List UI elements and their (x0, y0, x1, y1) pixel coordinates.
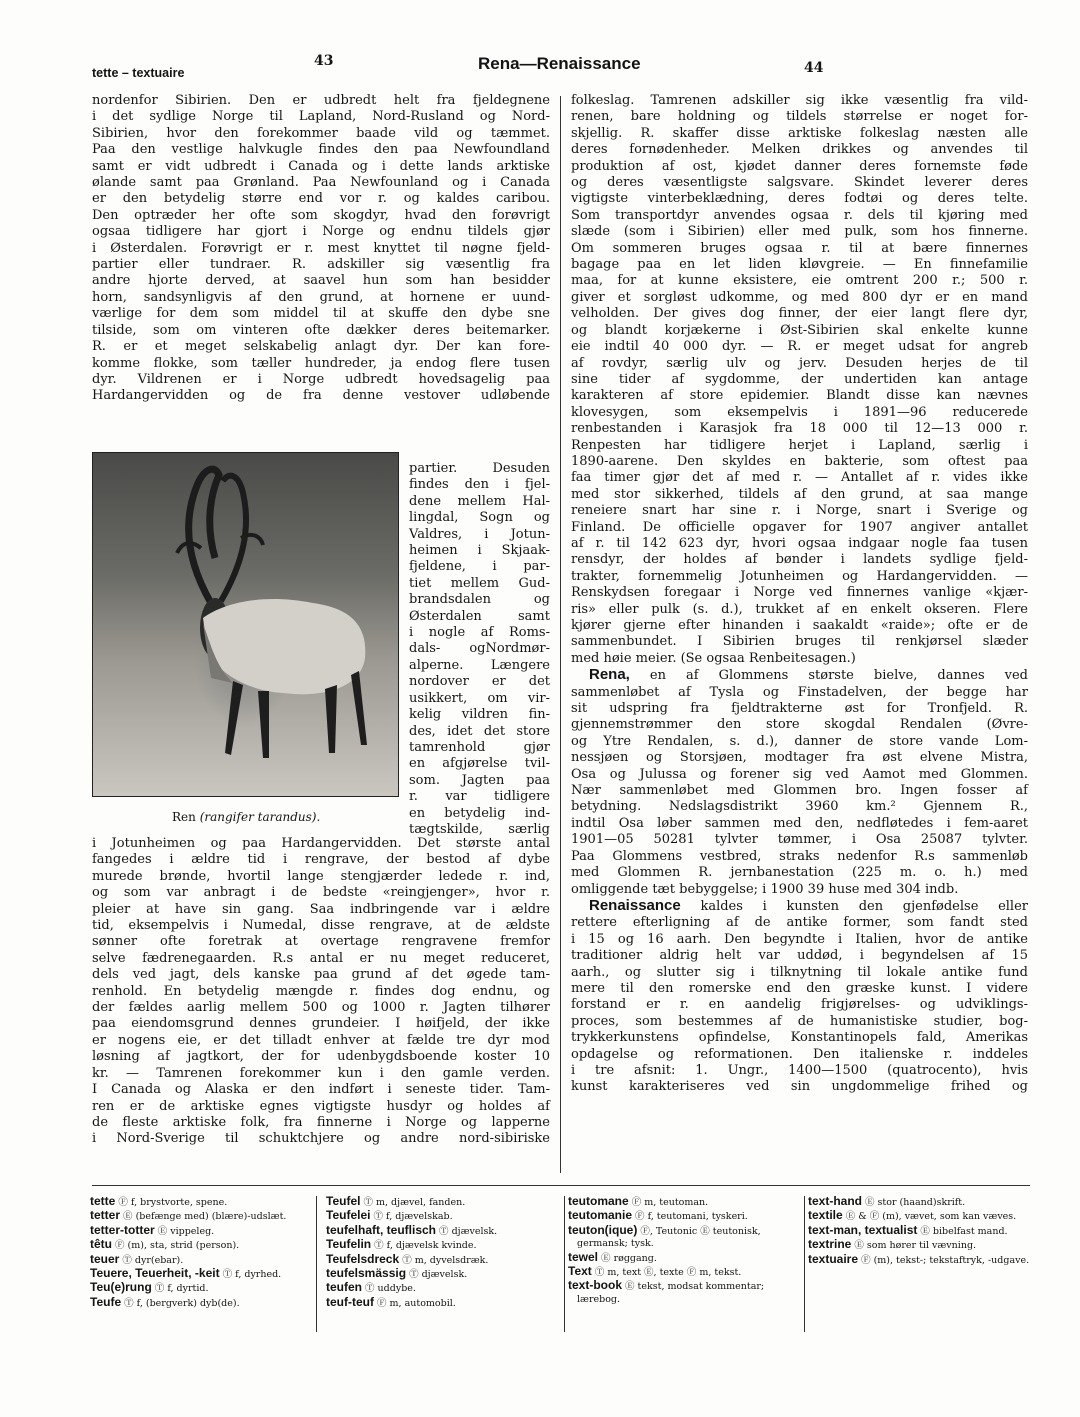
dictionary-entry (90, 1209, 308, 1223)
text-line: eie indtil 40 000 dyr. — R. er meget udsat for angreb (571, 339, 1028, 355)
text-line: i det sydlige Norge til Lapland, Nord-Rusland og Nord- (92, 109, 550, 125)
dictionary-headword: text-hand (808, 1194, 862, 1208)
text-line: produktion af ost, kjødet danner deres fornemste føde (571, 158, 1028, 174)
text-line: kunst karakteriseres ved sin ungdommelige frihed og (571, 1079, 1028, 1095)
entry-headword: Renaissance (589, 896, 681, 914)
dictionary-entry (568, 1251, 796, 1265)
text-line: i Jotunheimen og paa Hardangervidden. Det største antal (92, 836, 550, 851)
text-line (571, 667, 1028, 684)
text-line: nessjøen og Storsjøen, modtager fra øst elvene Mistra, (571, 750, 1028, 766)
dictionary-entry (568, 1209, 796, 1223)
text-line: tiet mellem Gud- (409, 575, 550, 591)
left-column-top (92, 93, 550, 405)
dictionary-definition: Ⓔ bibelfast mand. (920, 1225, 1008, 1237)
dictionary-headword: textile (808, 1208, 843, 1223)
dictionary-entry (326, 1281, 554, 1295)
text-line: og Ytre Rendalen, s. d.), danner de store vande Lom- (571, 733, 1028, 749)
text-line: løsning af jagtkort, der for udenbygdsboende koster 10 (92, 1049, 550, 1065)
dictionary-definition: Ⓔ røggang. (601, 1252, 657, 1264)
text-line: af r. til 142 623 dyr, hvori ogsaa indgaar nogle faa tusen (571, 535, 1028, 551)
text-line: er nogens eie, er det tilladt enhver at fælde tre dyr mod (92, 1032, 550, 1048)
text-line: i nogle af Roms- (409, 625, 550, 641)
text-line: gjennemstrømmer den store skogdal Rendalen (Øvre- (571, 717, 1028, 733)
dictionary-definition: Ⓕ m, automobil. (377, 1297, 456, 1309)
text-line: skjellig. R. skaffer disse arktiske folkeslag næsten alle (571, 125, 1028, 141)
text-line: findes den i fjel- (409, 477, 550, 493)
entry-headword: Rena, (589, 666, 630, 684)
text-line: opdagelse og reformationen. Den italienske r. inddeles (571, 1046, 1028, 1062)
dictionary-headword: tewel (568, 1249, 599, 1264)
dictionary-definition: Ⓕ (m), tekst-; tekstaftryk, -udgave. (861, 1254, 1030, 1266)
footer-divider (92, 1185, 1030, 1186)
dictionary-entry (90, 1224, 308, 1238)
text-line: dals- ogNordmør- (409, 641, 550, 657)
dictionary-headword: Text (568, 1264, 592, 1279)
text-line: Valdres, i Jotun- (409, 526, 550, 542)
footer-column-divider (316, 1196, 317, 1332)
dictionary-headword: teufelhaft, teuflisch (326, 1222, 437, 1237)
text-line: dene mellem Hal- (409, 493, 550, 509)
text-line: tid, eksempelvis i Numedal, disse rengrave, at de ældste (92, 918, 550, 934)
dictionary-column-1 (90, 1195, 308, 1310)
reindeer-photo (92, 452, 399, 797)
dictionary-entry (808, 1238, 1030, 1252)
page-number-left: 43 (314, 53, 334, 69)
text-line: Renpesten har tidligere herjet i Lapland, særlig i (571, 437, 1028, 453)
dictionary-headword: Teufelin (326, 1237, 372, 1252)
text-line: kjører gjerne efter hinanden i saakaldt «raide»; ofte er de (571, 618, 1028, 633)
page-number-right: 44 (804, 60, 824, 76)
text-line: komme flokke, som tæller hundreder, ja endog flere tusen (92, 355, 550, 371)
text-line: fjeldene, i par- (409, 559, 550, 575)
text-line: sammenbundet. I Sibirien bruges til renkjørsel slæder (571, 634, 1028, 650)
dictionary-headword: Teufelsdreck (326, 1251, 400, 1266)
text-line: værlige for dem som middel til at skuffe den dybe sne (92, 306, 550, 322)
text-line: sønner ofte foretrak at overtage rengravene fremfor (92, 934, 550, 950)
text-line: med stor sikkerhed, tildels af den grund, at saa mange (571, 486, 1028, 502)
dictionary-definition: Ⓕ, Teutonic Ⓔ teutonisk, germansk; tysk. (577, 1225, 761, 1250)
dictionary-headword: Teuere, Teuerheit, -keit (90, 1266, 220, 1281)
dictionary-headword: Teu(e)rung (90, 1280, 152, 1295)
text-line: i Østerdalen. Forøvrigt er r. mest knyttet til nøgne fjeld- (92, 240, 550, 256)
dictionary-entry (568, 1224, 796, 1251)
text-line: proces, som bestemmes af de humanistiske studier, bog- (571, 1013, 1028, 1029)
dictionary-entry (808, 1195, 1030, 1209)
dictionary-definition: Ⓔ tekst, modsat kommentar; lærebog. (577, 1281, 765, 1305)
dictionary-entry (568, 1265, 796, 1279)
text-line: Paa Glommens vestbred, straks nedenfor R.s sammenløb (571, 848, 1028, 864)
dictionary-definition: Ⓣ f, dyrhed. (222, 1269, 282, 1281)
dictionary-headword: Teufel (326, 1194, 361, 1208)
text-line: en afgjørelse tvil- (409, 756, 550, 772)
dictionary-entry (808, 1253, 1030, 1267)
dictionary-headword: teuf-teuf (326, 1294, 374, 1309)
text-line: Renskydsen foregaar i Norge ved finnernes vanlige «kjær- (571, 585, 1028, 601)
right-column (571, 93, 1028, 1096)
dictionary-definition: Ⓣ uddybe. (365, 1283, 416, 1295)
text-line: 1901—05 50281 tylvter tømmer, i Osa 25087 tylvter. (571, 832, 1028, 848)
dictionary-headword: tetter (90, 1208, 121, 1223)
text-line: vigtigste vinterbeklædning, deres fodtøi og deres telte. (571, 191, 1028, 207)
text-line: heimen i Skjaak- (409, 543, 550, 559)
entry-rena (571, 667, 1028, 898)
text-line: usikkert, om vir- (409, 690, 550, 706)
text-line: og blandt korjækerne i Øst-Sibirien skal enkelte kunne (571, 322, 1028, 338)
text-line: reneiere snart har sine r. i Norge, snart i Sverige og (571, 503, 1028, 519)
dictionary-entry (326, 1238, 554, 1252)
text-line: ris» eller pulk (s. d.), trukket af en enkelt okseren. Flere (571, 601, 1028, 617)
text-line: der fældes aarlig mellem 500 og 1000 r. Jagten tilhører (92, 1000, 550, 1016)
text-line: maa, for at kunne eksistere, eie omtrent 200 r.; 500 r. (571, 273, 1028, 289)
footer-column-divider (804, 1196, 805, 1332)
text-line: dels ved jagt, dels kanske paa grund af det øgede tam- (92, 967, 550, 983)
dictionary-headword: teutomanie (568, 1208, 633, 1223)
text-line: forstand er r. en aandelig frigjørelses- og udviklings- (571, 997, 1028, 1013)
dictionary-column-2 (326, 1195, 554, 1310)
dictionary-entry (568, 1279, 796, 1306)
dictionary-definition: Ⓣ f, (bergverk) dyb(de). (124, 1297, 240, 1309)
text-line: Finland. De officielle opgaver for 1907 angiver antallet (571, 519, 1028, 535)
dictionary-definition: Ⓔ som hører til vævning. (854, 1240, 977, 1252)
dictionary-entry (90, 1238, 308, 1252)
text-line: 1890-aarene. Den skyldes en bakterie, som oftest paa (571, 453, 1028, 469)
text-line: horn, sandsynligvis af den grund, at hornene er uund- (92, 289, 550, 305)
dictionary-definition: Ⓕ f, teutomani, tyskeri. (635, 1211, 748, 1223)
text-line: aarh., og slutter sig i tilknytning til lokale antike fund (571, 964, 1028, 980)
text-line: Osa og Julussa og forener sig ved Aamot med Glommen. (571, 766, 1028, 782)
text-line: mere til den romerske end den græske kunst. I videre (571, 980, 1028, 996)
text-line: nordover er det (409, 674, 550, 690)
text-line: renen, bare holdning og tildels størrelse er noget for- (571, 109, 1028, 125)
dictionary-definition: Ⓣ m, text Ⓔ, texte Ⓕ m, tekst. (594, 1267, 742, 1279)
text-line: nordenfor Sibirien. Den er udbredt helt fra fjeldegnene (92, 93, 550, 108)
text-line: Den optræder her ofte som skogdyr, hvad den forøvrigt (92, 207, 550, 223)
text-line: af rovdyr, særlig ulv og jerv. Desuden herjes de til (571, 355, 1028, 371)
text-line: karakteren af store epidemier. Blandt disse kan nævnes (571, 388, 1028, 404)
dictionary-definition: Ⓔ & Ⓕ (m), vævet, som kan væves. (845, 1211, 1017, 1223)
dictionary-entry (90, 1296, 308, 1310)
text-line: kr. — Tamrenen forekommer kun i den gamle verden. (92, 1065, 550, 1081)
text-line: alperne. Længere (409, 657, 550, 673)
dictionary-entry (326, 1224, 554, 1238)
caption-latin-name: (rangifer tarandus). (199, 810, 321, 824)
text-line: en betydelig ind- (409, 805, 550, 821)
dictionary-entry (326, 1209, 554, 1223)
text-line: andre hjorte derved, at saavel hun som han besidder (92, 273, 550, 289)
dictionary-headword: têtu (90, 1237, 112, 1252)
text-line: ogsaa tidligere har gjort i Norge og endnu tildels gjør (92, 224, 550, 240)
text-line: renbestanden i Karasjok fra 18 000 til 12—13 000 r. (571, 421, 1028, 437)
dictionary-entry (326, 1296, 554, 1310)
text-line: rettere efterligning af de antike former, som fandt sted (571, 915, 1028, 931)
text-line: selve fædrenegaarden. R.s antal er nu meget reduceret, (92, 950, 550, 966)
text-line: Som transportdyr anvendes ogsaa r. dels til kjøring med (571, 207, 1028, 223)
text-line: i tre afsnit: 1. Ungr., 1400—1500 (quatrocento), hvis (571, 1062, 1028, 1078)
text-line: R. er et meget selskabelig anlagt dyr. Der kan fore- (92, 339, 550, 355)
reindeer-illustration (93, 453, 398, 796)
text-line: sit udspring fra fjeldtrakterne øst for Tronfjeld. R. (571, 701, 1028, 717)
caption-prefix: Ren (172, 810, 196, 824)
text-line: Hardangervidden og de fra denne vestover udløbende (92, 388, 550, 404)
dictionary-headword: teuton(ique) (568, 1222, 638, 1237)
dictionary-headword: teufen (326, 1280, 362, 1295)
guide-words: tette – textuaire (92, 66, 185, 80)
dictionary-headword: teufelsmässig (326, 1266, 407, 1281)
text-line: des, idet det store (409, 723, 550, 739)
page-title: Rena—Renaissance (478, 54, 641, 73)
text-line: er den betydelig større end vor r. og kaldes caribou. (92, 191, 550, 207)
text-line: Paa den vestlige halvkugle findes den paa Newfoundland (92, 142, 550, 158)
text-line: renhold. En betydelig mængde r. findes dog endnu, og (92, 983, 550, 999)
text-line: folkeslag. Tamrenen adskiller sig ikke væsentlig fra vild- (571, 93, 1028, 108)
text-line: klovesygen, som eksempelvis i 1891—96 reducerede (571, 404, 1028, 420)
dictionary-entry (326, 1267, 554, 1281)
text-line: dyr. Vildrenen er i Norge udbredt hovedsagelig paa (92, 371, 550, 387)
dictionary-entry (808, 1209, 1030, 1223)
left-column-bottom (92, 836, 550, 1148)
text-line: partier eller tundraer. R. adskiller sig væsentlig fra (92, 257, 550, 273)
figure-caption (172, 810, 320, 824)
text-line: Sibirien, hvor den forekommer baade vild og tæmmet. (92, 125, 550, 141)
text-line: giver et sorgløst udkomme, og med 800 dyr er en mand (571, 289, 1028, 305)
dictionary-definition: Ⓣ djævelsk. (409, 1269, 468, 1281)
dictionary-entry (808, 1224, 1030, 1238)
dictionary-entry (90, 1281, 308, 1295)
text-line: partier. Desuden (409, 461, 550, 476)
reindeer-article-continued (571, 93, 1028, 667)
dictionary-entry (90, 1195, 308, 1209)
dictionary-headword: Teufelei (326, 1208, 371, 1223)
dictionary-definition: Ⓣ djævelsk. (439, 1225, 498, 1237)
dictionary-headword: tette (90, 1194, 116, 1208)
text-line: deres fornødenheder. Melken drikkes og anvendes til (571, 142, 1028, 158)
column-divider (560, 96, 561, 1173)
text-line: sammenløbet af Tysla og Finstadelven, der begge har (571, 684, 1028, 700)
text-line: med høie meier. (Se ogsaa Renbeitesagen.) (571, 650, 856, 666)
text-line: fangedes i ældre tid i rengrave, der bestod af dybe (92, 852, 550, 868)
dictionary-column-4 (808, 1195, 1030, 1267)
dictionary-entry (90, 1253, 308, 1267)
dictionary-definition: Ⓣ dyr(ebar). (122, 1254, 184, 1266)
dictionary-definition: Ⓣ f, djævelsk kvinde. (374, 1240, 477, 1252)
dictionary-entry (326, 1195, 554, 1209)
text-line: tamrenhold gjør (409, 739, 550, 755)
text-line: i Nord-Sverige til schuktchjere og andre nord-sibiriske (92, 1131, 550, 1147)
entry-text: en af Glommens største bielve, dannes ved (649, 668, 1028, 684)
dictionary-headword: text-book (568, 1278, 622, 1293)
entry-text: kaldes i kunsten den gjenfødelse eller (700, 898, 1028, 914)
dictionary-definition: Ⓣ f, djævelskab. (373, 1211, 453, 1223)
text-line: slæde (som i Sibirien) eller med pulk, som hos finnerne. (571, 224, 1028, 240)
text-line: r. var tidligere (409, 789, 550, 805)
dictionary-column-3 (568, 1195, 796, 1306)
text-line: brandsdalen og (409, 592, 550, 608)
dictionary-entry (326, 1253, 554, 1267)
text-line: velholden. Der gives dog finner, der eier langt flere dyr, (571, 306, 1028, 322)
dictionary-headword: textuaire (808, 1251, 859, 1266)
text-line: indtil Osa løber sammen med den, nedfløtedes i fem-aaret (571, 815, 1028, 831)
text-line: lingdal, Sogn og (409, 510, 550, 526)
text-line: med Glommen R. jernbanestation (225 m. o. h.) med (571, 865, 1028, 881)
dictionary-definition: Ⓕ m, teutoman. (631, 1197, 709, 1208)
text-line: som. Jagten paa (409, 772, 550, 788)
text-line: trykkerkunstens opfindelse, Konstantinopels fald, Amerikas (571, 1030, 1028, 1046)
text-line: bagage paa en let liden kløvgreie. — En finnefamilie (571, 257, 1028, 273)
dictionary-headword: text-man, textualist (808, 1222, 918, 1237)
text-line: i 15 og 16 aarh. Den begyndte i Italien, hvor de antike (571, 931, 1028, 947)
dictionary-definition: Ⓣ m, djævel, fanden. (363, 1197, 466, 1208)
text-line: murede brønde, hvortil lange stengjærder ledede r. ind, (92, 868, 550, 884)
text-line: betydning. Nedslagsdistrikt 3960 km.² Gjennem R., (571, 799, 1028, 815)
text-line: paa eiendomsgrund dennes grundeier. I høifjeld, der ikke (92, 1016, 550, 1032)
text-line: I Canada og Alaska er den indført i seneste tider. Tam- (92, 1082, 550, 1098)
text-line (571, 898, 1028, 915)
text-line: faa timer gjør det af med r. — Antallet af r. vides ikke (571, 470, 1028, 486)
text-line: samt er vidt udbredt i Canada og i dette lands arktiske (92, 158, 550, 174)
text-line: ren er de arktiske egnes vigtigste husdyr og holdes af (92, 1098, 550, 1114)
dictionary-definition: Ⓣ m, dyvelsdræk. (402, 1254, 489, 1266)
text-line: Nær sammenløbet med Glommen bro. Ingen fosser af (571, 783, 1028, 799)
text-line: de fleste arktiske folk, fra finnerne i Norge og lapperne (92, 1114, 550, 1130)
text-line: rensdyr, der holdes af bønder i landets sydlige fjeld- (571, 552, 1028, 568)
dictionary-definition: Ⓔ (befænge med) (blære)-udslæt. (123, 1211, 287, 1223)
dictionary-headword: teutomane (568, 1194, 629, 1208)
footer-column-divider (564, 1196, 565, 1332)
dictionary-definition: Ⓕ (m), sta, strid (person). (115, 1240, 240, 1252)
dictionary-headword: textrine (808, 1237, 852, 1252)
left-column-beside-figure (409, 461, 550, 838)
text-line: og som var anbragt i de bedste «reingjenger», hvor r. (92, 885, 550, 901)
text-line: tilside, som om vinteren ofte dækker deres beitemarker. (92, 322, 550, 338)
dictionary-headword: teuer (90, 1251, 120, 1266)
dictionary-entry (568, 1195, 796, 1209)
text-line: sine tider af sygdomme, der undertiden kan antage (571, 371, 1028, 387)
dictionary-definition: Ⓕ f, brystvorte, spene. (118, 1197, 228, 1208)
dictionary-headword: tetter-totter (90, 1222, 155, 1237)
dictionary-definition: Ⓣ f, dyrtid. (154, 1283, 209, 1295)
text-line: ølande samt paa Grønland. Paa Newfounland og i Canada (92, 175, 550, 191)
dictionary-definition: Ⓔ stor (haand)skrift. (865, 1197, 966, 1208)
text-line: trakter, fornemmelig Jotunheimen og Hardangervidden. — (571, 568, 1028, 584)
dictionary-headword: Teufe (90, 1294, 122, 1309)
text-line: pleier at have sin gang. Saa indbringende var i ældre (92, 901, 550, 917)
entry-renaissance (571, 898, 1028, 1096)
text-line: tægtskilde, særlig (409, 821, 550, 837)
text-line: Østerdalen samt (409, 608, 550, 624)
dictionary-definition: Ⓔ vippeleg. (157, 1225, 215, 1237)
text-line: traditioner aldrig helt var uddød, i begyndelsen af 15 (571, 948, 1028, 964)
text-line: omliggende tæt bebyggelse; i 1900 39 huse med 304 indb. (571, 881, 959, 897)
text-line: kelig vildren fin- (409, 707, 550, 723)
text-line: Om sommeren bruges ogsaa r. til at bære finnernes (571, 240, 1028, 256)
dictionary-entry (90, 1267, 308, 1281)
text-line: og deres væsentligste salgsvare. Skindet leverer deres (571, 175, 1028, 191)
